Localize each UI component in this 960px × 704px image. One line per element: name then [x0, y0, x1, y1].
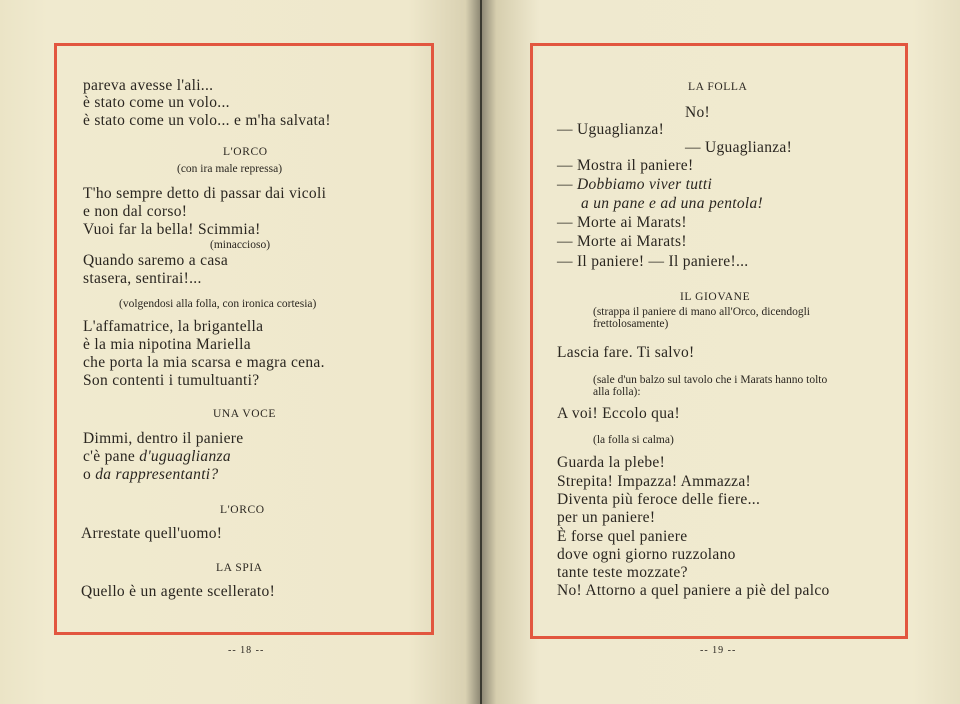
- stage-direction: alla folla):: [593, 386, 641, 398]
- verse-line: — Morte ai Marats!: [557, 214, 687, 231]
- verse-line: è la mia nipotina Mariella: [83, 336, 251, 353]
- verse-text: c'è pane: [83, 448, 140, 465]
- verse-line: e non dal corso!: [83, 203, 188, 220]
- stage-direction: (strappa il paniere di mano all'Orco, dicendogli: [593, 306, 810, 318]
- speaker-heading: LA FOLLA: [688, 81, 748, 93]
- stage-direction: (con ira male repressa): [177, 163, 283, 175]
- verse-line: — Uguaglianza!: [685, 139, 793, 156]
- verse-line: Arrestate quell'uomo!: [81, 525, 223, 542]
- verse-italic: da rappresentanti?: [95, 466, 219, 483]
- verse-italic: Dobbiamo viver tutti: [576, 176, 713, 193]
- verse-line: — Morte ai Marats!: [557, 233, 687, 250]
- verse-line: Strepita! Impazza! Ammazza!: [557, 473, 752, 490]
- speaker-heading: IL GIOVANE: [680, 291, 751, 303]
- verse-line: T'ho sempre detto di passar dai vicoli: [83, 185, 327, 202]
- verse-line: per un paniere!: [557, 509, 656, 526]
- verse-line: che porta la mia scarsa e magra cena.: [83, 354, 325, 371]
- verse-line: Guarda la plebe!: [557, 454, 666, 471]
- verse-line: È forse quel paniere: [557, 528, 688, 545]
- verse-line: [557, 176, 712, 194]
- verse-line: Vuoi far la bella! Scimmia!: [83, 221, 261, 238]
- verse-line: [83, 466, 218, 484]
- verse-line: — Uguaglianza!: [557, 121, 665, 138]
- page-number: -- 18 --: [228, 645, 265, 656]
- verse-line: Lascia fare. Ti salvo!: [557, 344, 695, 361]
- stage-direction: (sale d'un balzo sul tavolo che i Marats hanno tolto: [593, 374, 828, 386]
- speaker-heading: L'ORCO: [223, 146, 268, 158]
- verse-line: è stato come un volo...: [83, 94, 230, 111]
- verse-line: A voi! Eccolo qua!: [557, 405, 680, 422]
- verse-italic: d'uguaglianza: [139, 448, 231, 465]
- verse-line: L'affamatrice, la brigantella: [83, 318, 264, 335]
- speaker-heading: LA SPIA: [216, 562, 263, 574]
- right-page: [482, 0, 960, 704]
- stage-direction: (la folla si calma): [593, 434, 674, 446]
- verse-line: Quando saremo a casa: [83, 252, 229, 269]
- speaker-heading: UNA VOCE: [213, 408, 277, 420]
- verse-line: è stato come un volo... e m'ha salvata!: [83, 112, 331, 129]
- verse-line: Son contenti i tumultuanti?: [83, 372, 260, 389]
- page-number: -- 19 --: [700, 645, 737, 656]
- verse-line: Dimmi, dentro il paniere: [83, 430, 244, 447]
- stage-direction: (minaccioso): [210, 239, 271, 251]
- verse-line: Quello è un agente scellerato!: [81, 583, 276, 600]
- verse-line: No! Attorno a quel paniere a piè del palco: [557, 582, 830, 599]
- verse-text: —: [557, 176, 577, 193]
- verse-line: tante teste mozzate?: [557, 564, 688, 581]
- verse-line: a un pane e ad una pentola!: [581, 195, 764, 212]
- verse-line: pareva avesse l'ali...: [83, 77, 214, 94]
- verse-line: No!: [685, 104, 711, 121]
- verse-text: o: [83, 466, 96, 483]
- verse-line: [83, 448, 231, 466]
- speaker-heading: L'ORCO: [220, 504, 265, 516]
- verse-line: Diventa più feroce delle fiere...: [557, 491, 761, 508]
- verse-line: dove ogni giorno ruzzolano: [557, 546, 736, 563]
- verse-line: — Mostra il paniere!: [557, 157, 694, 174]
- verse-line: — Il paniere! — Il paniere!...: [557, 253, 749, 270]
- stage-direction: (volgendosi alla folla, con ironica cortesia): [119, 298, 317, 310]
- stage-direction: frettolosamente): [593, 318, 669, 330]
- verse-line: stasera, sentirai!...: [83, 270, 202, 287]
